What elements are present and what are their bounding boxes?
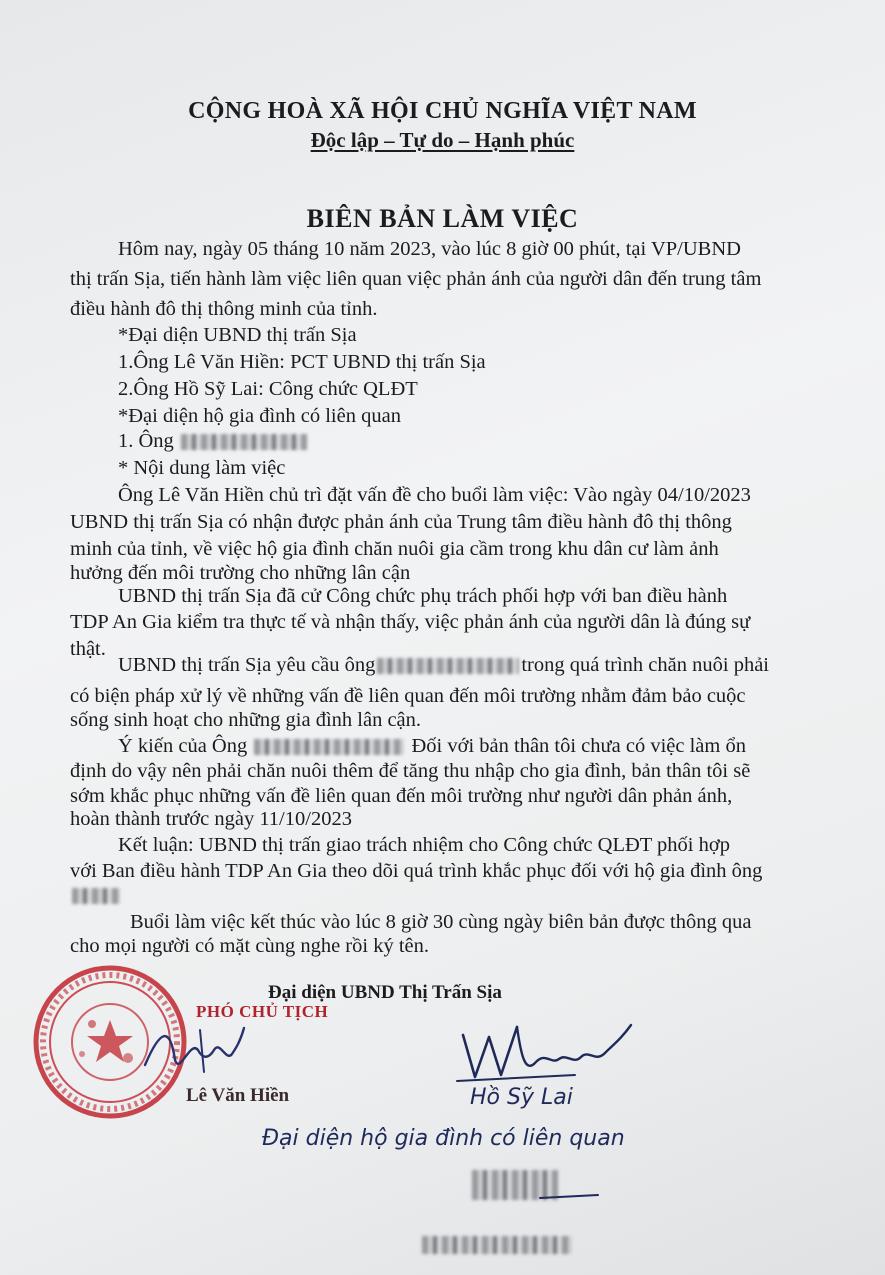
intro-line-1: Hôm nay, ngày 05 tháng 10 năm 2023, vào lúc 8 giờ 00 phút, tại VP/UBND bbox=[118, 238, 741, 260]
p6-line-2: cho mọi người có mặt cùng nghe rồi ký tên. bbox=[70, 935, 429, 957]
national-title: CỘNG HOÀ XÃ HỘI CHỦ NGHĨA VIỆT NAM bbox=[188, 98, 697, 124]
p1-line-2: UBND thị trấn Sịa có nhận được phản ánh của Trung tâm điều hành đô thị thông bbox=[70, 511, 732, 533]
signature-underline-icon bbox=[540, 1192, 600, 1202]
rep-household-heading: *Đại diện hộ gia đình có liên quan bbox=[118, 405, 401, 427]
content-heading: * Nội dung làm việc bbox=[118, 457, 286, 479]
redacted-name bbox=[72, 888, 120, 904]
p3-line-2: có biện pháp xử lý về những vấn đề liên quan đến môi trường nhằm đảm bảo cuộc bbox=[70, 685, 746, 707]
rep-household-member-1 bbox=[118, 428, 309, 454]
p5-line-3 bbox=[70, 882, 122, 908]
redacted-name bbox=[181, 434, 307, 450]
p4-line-3: sớm khắc phục những vấn đề liên quan đến môi trường như người dân phản ánh, bbox=[70, 785, 733, 807]
vice-chair-name: Lê Văn Hiền bbox=[186, 1085, 290, 1106]
household-rep-handwritten: Đại diện hộ gia đình có liên quan bbox=[262, 1126, 625, 1151]
p5-line-1: Kết luận: UBND thị trấn giao trách nhiệm cho Công chức QLĐT phối hợp bbox=[118, 834, 730, 856]
p4-line-4: hoàn thành trước ngày 11/10/2023 bbox=[70, 808, 352, 830]
p4-line-1 bbox=[118, 733, 746, 759]
p1-line-1: Ông Lê Văn Hiền chủ trì đặt vấn đề cho buổi làm việc: Vào ngày 04/10/2023 bbox=[118, 484, 751, 506]
national-motto bbox=[0, 128, 885, 153]
p6-line-1: Buổi làm việc kết thúc vào lúc 8 giờ 30 cùng ngày biên bản được thông qua bbox=[130, 911, 752, 933]
p1-line-4: hưởng đến môi trường cho những lân cận bbox=[70, 562, 411, 584]
p5-line-2: với Ban điều hành TDP An Gia theo dõi quá trình khắc phục đối với hộ gia đình ông bbox=[70, 860, 763, 882]
officer-signature-icon bbox=[455, 1015, 635, 1085]
document-title: BIÊN BẢN LÀM VIỆC bbox=[306, 204, 579, 233]
intro-line-2: thị trấn Sịa, tiến hành làm việc liên quan việc phản ánh của người dân đến trung tâm bbox=[70, 268, 762, 290]
household-name-redacted bbox=[420, 1236, 574, 1254]
p2-line-1: UBND thị trấn Sịa đã cử Công chức phụ trách phối hợp với ban điều hành bbox=[118, 585, 728, 607]
vice-chair-label: PHÓ CHỦ TỊCH bbox=[196, 1002, 329, 1021]
p4-end: Đối với bản thân tôi chưa có việc làm ổn bbox=[411, 735, 746, 757]
signature-block-title: Đại diện UBND Thị Trấn Sịa bbox=[268, 982, 502, 1003]
redacted-name bbox=[422, 1236, 572, 1254]
motto-text: Độc lập – Tự do – Hạnh phúc bbox=[310, 128, 575, 152]
redacted-name bbox=[254, 739, 404, 755]
p2-line-2: TDP An Gia kiểm tra thực tế và nhận thấy, việc phản ánh của người dân là đúng sự bbox=[70, 611, 751, 633]
intro-line-3: điều hành đô thị thông minh của tỉnh. bbox=[70, 298, 378, 320]
p2-line-3: thật. bbox=[70, 638, 106, 660]
p3-start: UBND thị trấn Sịa yêu cầu ông bbox=[118, 654, 376, 676]
p3-line-3: sống sinh hoạt cho những gia đình lân cận. bbox=[70, 709, 422, 731]
redacted-name bbox=[377, 658, 519, 674]
rep-ubnd-member-1: 1.Ông Lê Văn Hiền: PCT UBND thị trấn Sịa bbox=[118, 351, 486, 373]
household-member-prefix: 1. Ông bbox=[118, 430, 174, 452]
p4-start: Ý kiến của Ông bbox=[118, 735, 248, 757]
p3-end: trong quá trình chăn nuôi phải bbox=[521, 654, 769, 676]
rep-ubnd-heading: *Đại diện UBND thị trấn Sịa bbox=[118, 324, 357, 346]
p1-line-3: minh của tỉnh, về việc hộ gia đình chăn nuôi gia cầm trong khu dân cư làm ảnh bbox=[70, 538, 719, 560]
vice-chair-signature-icon bbox=[140, 1020, 250, 1080]
p4-line-2: định do vậy nên phải chăn nuôi thêm để tăng thu nhập cho gia đình, bản thân tôi sẽ bbox=[70, 760, 751, 782]
p3-line-1 bbox=[118, 652, 769, 678]
officer-handwritten-name: Hồ Sỹ Lai bbox=[470, 1085, 573, 1110]
rep-ubnd-member-2: 2.Ông Hồ Sỹ Lai: Công chức QLĐT bbox=[118, 378, 418, 400]
